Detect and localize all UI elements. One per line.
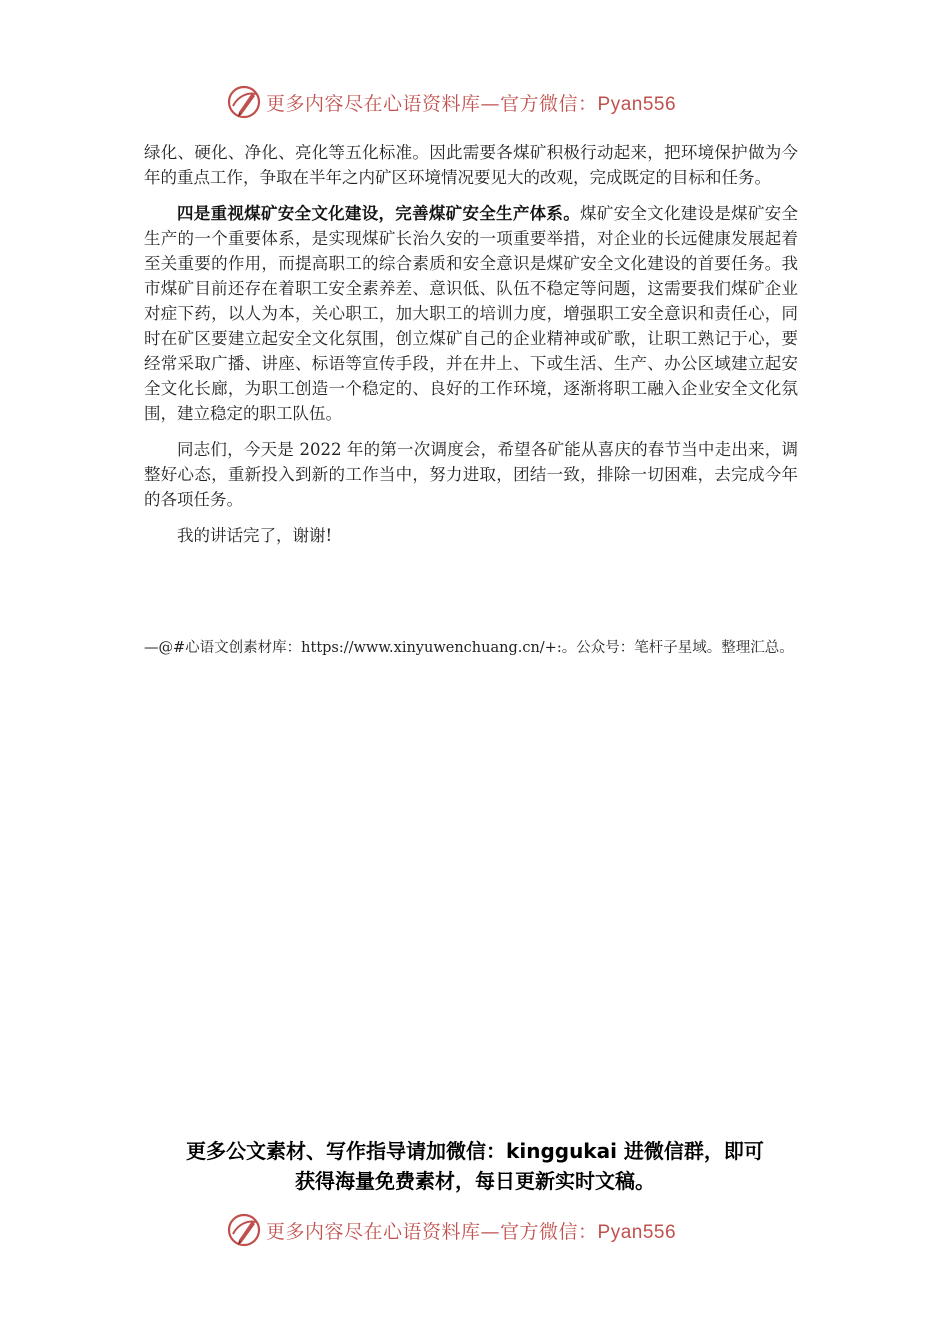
footer-wechat-id: Pyan556 xyxy=(597,1221,677,1243)
paragraph-thanks: 我的讲话完了，谢谢! xyxy=(177,526,333,545)
footer-banner xyxy=(226,1212,676,1248)
paragraph-safety-culture xyxy=(144,201,798,426)
pen-logo-icon xyxy=(226,84,262,120)
paragraph-safety-culture-heading: 四是重视煤矿安全文化建设，完善煤矿安全生产体系。 xyxy=(177,204,580,223)
document-body xyxy=(144,140,798,559)
paragraph-environment: 绿化、硬化、净化、亮化等五化标准。因此需要各煤矿积极行动起来，把环境保护做为今年的重点工作，争取在半年之内矿区环境情况要见大的改观，完成既定的目标和任务。 xyxy=(144,143,798,187)
header-wechat-id: Pyan556 xyxy=(597,93,677,115)
paragraph-safety-culture-text: 煤矿安全文化建设是煤矿安全生产的一个重要体系，是实现煤矿长治久安的一项重要举措，对企业的长远健康发展起着至关重要的作用，而提高职工的综合素质和安全意识是煤矿安全文化建设的首要任务。我市煤矿目前还存在着职工安全素养差、意识低、队伍不稳定等问题，这需要我们煤矿企业对症下药，以人为本，关心职工，加大职工的培训力度，增强职工安全意识和责任心，同时在矿区要建立起安全文化氛围，创立煤矿自己的企业精神或矿歌，让职工熟记于心，要经常采取广播、讲座、标语等宣传手段，并在井上、下或生活、生产、办公区域建立起安全文化长廊，为职工创造一个稳定的、良好的工作环境，逐渐将职工融入企业安全文化氛围，建立稳定的职工队伍。 xyxy=(144,204,799,423)
source-note: —@#心语文创素材库：https://www.xinyuwenchuang.cn/+:。公众号：笔杆子星域。整理汇总。 xyxy=(144,640,794,656)
paragraph-closing-remarks: 同志们，今天是 2022 年的第一次调度会，希望各矿能从喜庆的春节当中走出来，调整好心态，重新投入到新的工作当中，努力进取，团结一致，排除一切困难，去完成今年的各项任务。 xyxy=(144,440,798,509)
footer-banner-text: 更多内容尽在心语资料库—官方微信：Pyan556 xyxy=(266,1220,677,1243)
promo-line-1: 更多公文素材、写作指导请加微信：kinggukai 进微信群，即可 xyxy=(186,1139,764,1163)
pen-logo-icon xyxy=(226,1212,262,1248)
promo-text xyxy=(140,1136,810,1196)
header-banner-text: 更多内容尽在心语资料库—官方微信：Pyan556 xyxy=(266,92,677,115)
promo-line-2: 获得海量免费素材，每日更新实时文稿。 xyxy=(295,1169,655,1193)
header-banner xyxy=(226,84,676,120)
